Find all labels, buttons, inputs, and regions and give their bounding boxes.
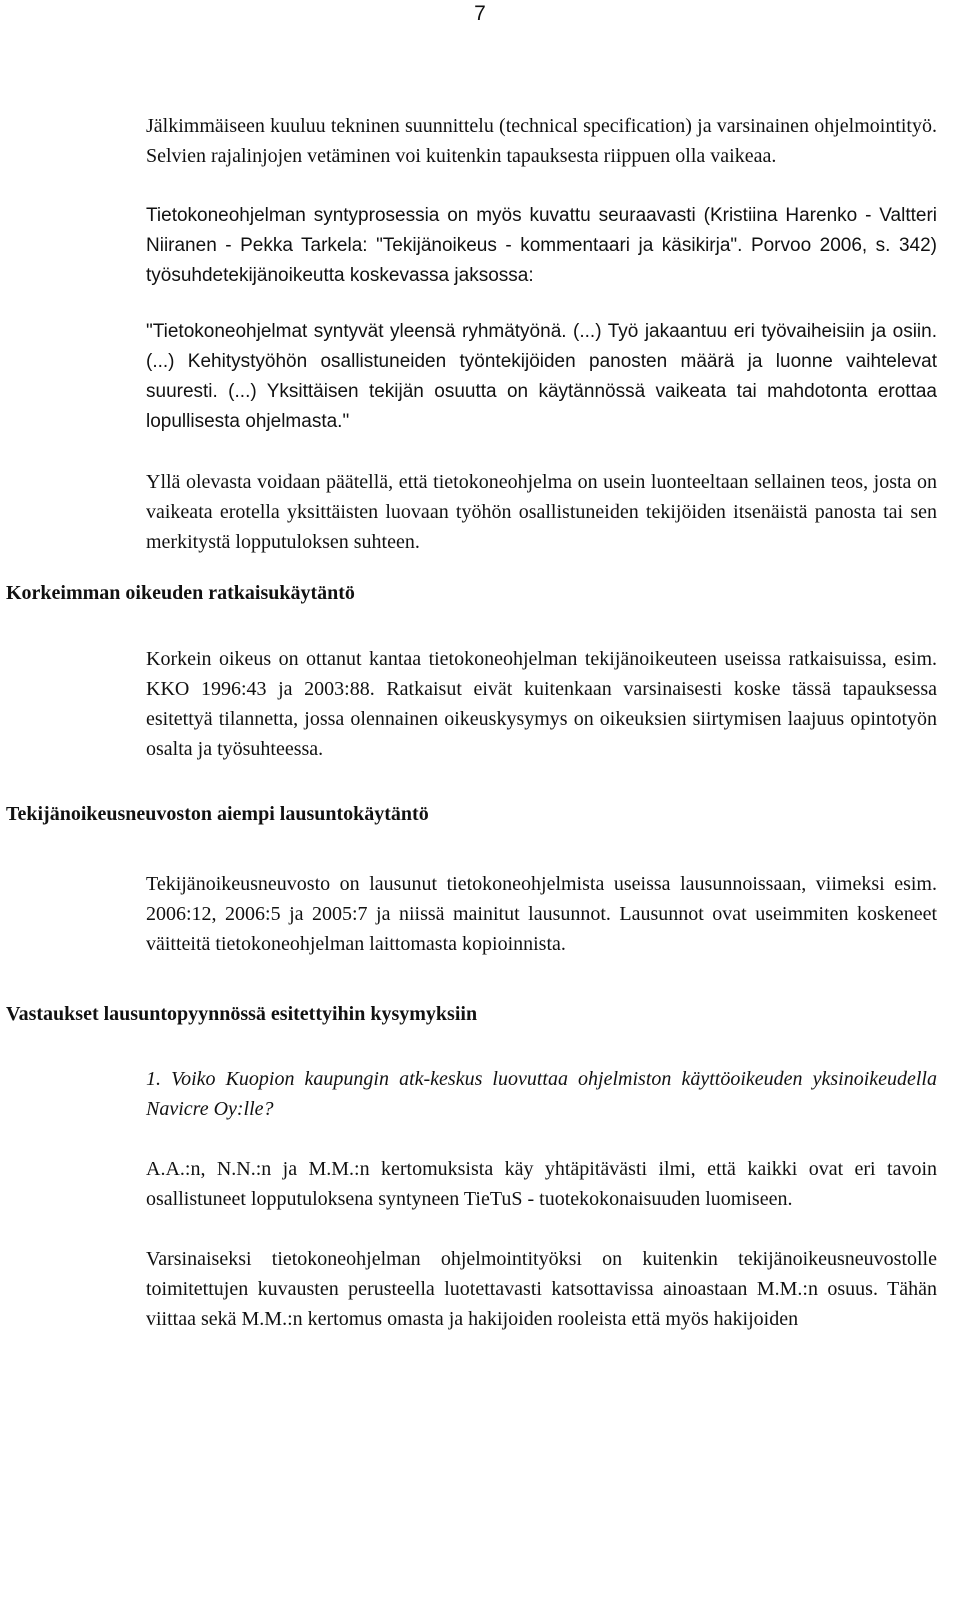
- paragraph-technical-specification: Jälkimmäiseen kuuluu tekninen suunnittelu (technical specification) ja varsinainen ohjelmointityö. Selvien rajalinjojen vetäminen voi kuitenkin tapauksesta riippuen olla vaikeaa.: [146, 115, 937, 167]
- paragraph-statements: A.A.:n, N.N.:n ja M.M.:n kertomuksista käy yhtäpitävästi ilmi, että kaikki ovat eri tavoin osallistuneet lopputuloksena syntyneen TieTuS - tuotekokonaisuuden luomiseen.: [146, 1158, 937, 1210]
- heading-answers: Vastaukset lausuntopyynnössä esitettyihin kysymyksiin: [6, 1003, 478, 1025]
- paragraph-supreme-court: Korkein oikeus on ottanut kantaa tietokoneohjelman tekijänoikeuteen useissa ratkaisuissa, esim. KKO 1996:43 ja 2003:88. Ratkaisut eivät kuitenkaan varsinaisesti koske tässä tapauksessa esitettyä tilannetta, jossa olennainen oikeuskysymys on oikeuksien siirtymisen laajuus opintotyön osalta ja työsuhteessa.: [146, 648, 937, 760]
- heading-supreme-court-practice: Korkeimman oikeuden ratkaisukäytäntö: [6, 582, 355, 604]
- document-body: [0, 111, 960, 1334]
- heading-copyright-council-practice: Tekijänoikeusneuvoston aiempi lausuntokäytäntö: [6, 803, 429, 825]
- page-number: 7: [474, 2, 486, 25]
- quote-team-work: "Tietokoneohjelmat syntyvät yleensä ryhmätyönä. (...) Työ jakaantuu eri työvaiheisiin ja osiin. (...) Kehitystyöhön osallistuneiden työntekijöiden panosten määrä ja luonne vaihtelevat suuresti. (...) Yksittäisen tekijän osuutta on käytännössä vaikeata tai mahdotonta erottaa lopullisesta ohjelmasta.": [146, 321, 937, 432]
- paragraph-programming-work: Varsinaiseksi tietokoneohjelman ohjelmointityöksi on kuitenkin tekijänoikeusneuvostolle toimitettujen kuvausten perusteella luotettavasti katsottavissa ainoastaan M.M.:n osuus. Tähän viittaa sekä M.M.:n kertomus omasta ja hakijoiden rooleista että myös hakijoiden: [146, 1248, 937, 1330]
- paragraph-creation-process: Tietokoneohjelman syntyprosessia on myös kuvattu seuraavasti (Kristiina Harenko - Valtteri Niiranen - Pekka Tarkela: "Tekijänoikeus - kommentaari ja käsikirja". Porvoo 2006, s. 342) työsuhdetekijänoikeutta koskevassa jaksossa:: [146, 205, 937, 286]
- paragraph-copyright-council: Tekijänoikeusneuvosto on lausunut tietokoneohjelmista useissa lausunnoissaan, viimeksi esim. 2006:12, 2006:5 ja 2005:7 ja niissä mainitut lausunnot. Lausunnot ovat useimmiten koskeneet väitteitä tietokoneohjelman laittomasta kopioinnista.: [146, 873, 937, 955]
- question-1: 1. Voiko Kuopion kaupungin atk-keskus luovuttaa ohjelmiston käyttöoikeuden yksinoikeudella Navicre Oy:lle?: [146, 1068, 937, 1120]
- paragraph-conclusion: Yllä olevasta voidaan päätellä, että tietokoneohjelma on usein luonteeltaan sellainen teos, josta on vaikeata erotella yksittäisten luovaan työhön osallistuneiden tekijöiden itsenäistä panosta tai sen merkitystä lopputuloksen suhteen.: [146, 471, 937, 553]
